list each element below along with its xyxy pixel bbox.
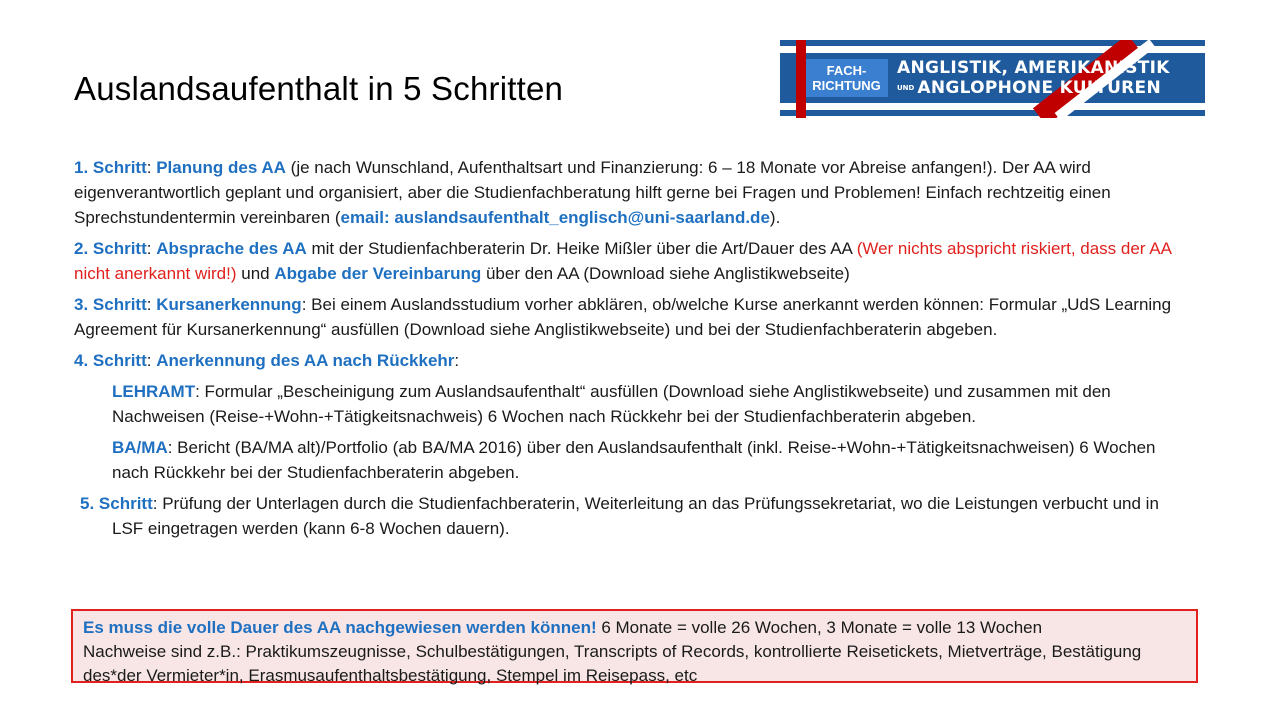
step-3: [74, 292, 1194, 342]
step-1-email: email: auslandsaufenthalt_englisch@uni-saarland.de: [340, 208, 770, 227]
step-5-label: 5. Schritt: [80, 494, 153, 513]
step-1-label: 1. Schritt: [74, 158, 147, 177]
lehramt-text: : Formular „Bescheinigung zum Auslandsaufenthalt“ ausfüllen (Download siehe Anglistikwebseite) und zusammen mit den Nachweisen (Reise-+Wohn-+Tätigkeitsnachweis) 6 Wochen nach Rückkehr bei der Studienfachberaterin abgeben.: [112, 382, 1111, 426]
step-2-text1: mit der Studienfachberaterin Dr. Heike Mißler über die Art/Dauer des AA: [306, 239, 857, 258]
steps-content: [74, 155, 1194, 547]
step-5: [74, 491, 1194, 541]
step-4: [74, 348, 1194, 373]
step-3-heading: Kursanerkennung: [156, 295, 302, 314]
step-1: [74, 155, 1194, 230]
step-2-heading2: Abgabe der Vereinbarung: [274, 264, 482, 283]
step-3-text1: Bei einem Auslandsstudium vorher abklären, ob/welche Kurse anerkannt werden können: Formular „UdS Learning Agreement für Kursanerkennung“ ausfüllen (Download siehe Anglistikwebseite) und bei der Studienfachberaterin abgeben.: [74, 295, 1172, 339]
step-2-label: 2. Schritt: [74, 239, 147, 258]
step-2-text2: und: [236, 264, 275, 283]
step-4-colon2: :: [454, 351, 460, 370]
step-3-colon2: :: [301, 295, 307, 314]
step-4-lehramt: [74, 379, 1194, 429]
step-1-text2: ).: [769, 208, 781, 227]
logo-badge-line2: RICHTUNG: [812, 78, 881, 93]
logo-badge: [805, 59, 888, 97]
step-2-warning: (Wer nichts abspricht riskiert, dass der AA nicht anerkannt wird!): [74, 239, 1171, 283]
bama-text: : Bericht (BA/MA alt)/Portfolio (ab BA/MA 2016) über den Auslandsaufenthalt (inkl. Reise-+Wohn-+Tätigkeitsnachweisen) 6 Wochen nach Rückkehr bei der Studienfachberaterin abgeben.: [112, 438, 1156, 482]
step-5-colon: :: [152, 494, 158, 513]
step-1-colon: :: [146, 158, 152, 177]
logo-und: UND: [897, 84, 915, 92]
note-text1: 6 Monate = volle 26 Wochen, 3 Monate = volle 13 Wochen: [596, 618, 1043, 637]
step-1-text1: (je nach Wunschland, Aufenthaltsart und Finanzierung: 6 – 18 Monate vor Abreise anfangen!). Der AA wird eigenverantwortlich geplant und organisiert, aber die Studienfachberatung hilft gerne bei Fragen und Problemen! Einfach rechtzeitig einen Sprechstundentermin vereinbaren (: [74, 158, 1111, 227]
note-heading: Es muss die volle Dauer des AA nachgewiesen werden können!: [83, 618, 597, 637]
logo-bottom-bar: [780, 110, 1205, 116]
step-4-colon: :: [146, 351, 152, 370]
step-2-colon: :: [146, 239, 152, 258]
note-text2: Nachweise sind z.B.: Praktikumszeugnisse, Schulbestätigungen, Transcripts of Records, kontrollierte Reisetickets, Mietverträge, Bestätigung des*der Vermieter*in, Erasmusaufenthaltsbestätigung, Stempel im Reisepass, etc: [83, 642, 1142, 685]
step-2-heading: Absprache des AA: [156, 239, 307, 258]
step-4-label: 4. Schritt: [74, 351, 147, 370]
logo-line2: [897, 78, 1161, 98]
lehramt-label: LEHRAMT: [112, 382, 196, 401]
logo-badge-line1: FACH-: [826, 63, 867, 78]
logo-red-vertical: [796, 40, 806, 118]
step-2: [74, 236, 1194, 286]
step-1-heading: Planung des AA: [156, 158, 286, 177]
logo-line1: ANGLISTIK, AMERIKANISTIK: [897, 58, 1170, 78]
step-2-text3: über den AA (Download siehe Anglistikwebseite): [481, 264, 850, 283]
step-3-label: 3. Schritt: [74, 295, 147, 314]
slide-title: Auslandsaufenthalt in 5 Schritten: [74, 70, 564, 107]
step-5-text1: Prüfung der Unterlagen durch die Studienfachberaterin, Weiterleitung an das Prüfungssekretariat, wo die Leistungen verbucht und in LSF eingetragen werden (kann 6-8 Wochen dauern).: [112, 494, 1159, 538]
step-3-colon: :: [146, 295, 152, 314]
department-logo: [780, 40, 1205, 118]
note-box: [71, 609, 1198, 683]
bama-label: BA/MA: [112, 438, 168, 457]
step-4-heading: Anerkennung des AA nach Rückkehr: [156, 351, 455, 370]
step-4-bama: [74, 435, 1194, 485]
logo-line2-text: ANGLOPHONE KULTUREN: [917, 78, 1162, 98]
